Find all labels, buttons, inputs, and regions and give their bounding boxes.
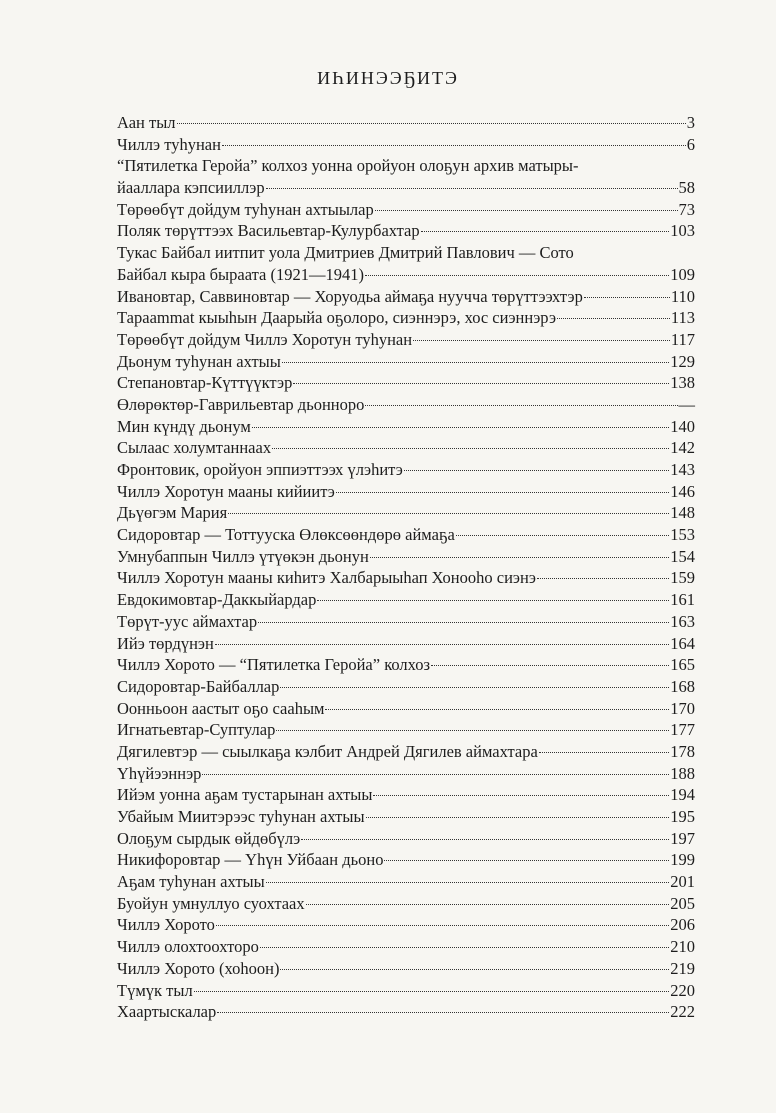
toc-entry-title: Аҕам туһунан ахтыы [117,872,265,892]
dot-leader [373,795,669,796]
dot-leader [375,210,678,211]
toc-page-number: 170 [670,698,695,718]
toc-entry [117,351,695,373]
dot-leader [404,470,669,471]
toc-page-number: 159 [670,568,695,588]
toc-entry [117,199,695,221]
toc-entry-title: Чиллэ туһунан [117,134,221,154]
toc-entry-title: Дьонум туһунан ахтыы [117,351,281,371]
dot-leader [260,947,669,948]
dot-leader [202,774,669,775]
toc-page-number: 165 [670,655,695,675]
toc-entry-title: Дягилевтэр — сыылкаҕа кэлбит Андрей Дягилев аймахтара [117,741,538,761]
dot-leader [222,145,686,146]
toc-entry-title: йааллара кэпсииллэр [117,178,265,198]
dot-leader [280,969,669,970]
toc-page-number: 205 [670,893,695,913]
toc-entry-title: Чиллэ Хоротун мааны кийиитэ [117,481,335,501]
toc-page-number: 178 [670,741,695,761]
toc-page-number: 210 [670,937,695,957]
toc-page-number: 220 [670,980,695,1000]
toc-entry [117,958,695,980]
toc-entry-title: Сылаас холумтаннаах [117,438,272,458]
toc-entry [117,936,695,958]
toc-entry-title: Умнубаппын Чиллэ үтүөкэн дьонун [117,546,369,566]
dot-leader [384,860,669,861]
dot-leader [413,340,670,341]
dot-leader [306,904,670,905]
page-title: ИҺИНЭЭҔИТЭ [317,68,459,88]
toc-page-number: 197 [670,828,695,848]
toc-entry [117,654,695,676]
dot-leader [365,405,677,406]
toc-entry [117,394,695,416]
toc-page-number: 163 [670,611,695,631]
toc-entry-title: Түмүк тыл [117,980,193,1000]
toc-entry [117,763,695,785]
dot-leader [557,318,670,319]
toc-page-number: 201 [670,872,695,892]
toc-entry-title: Чиллэ Хоротун мааны киһитэ Халбарыыһап Хонооһо сиэнэ [117,568,536,588]
toc-entry-title: Үһүйээннэр [117,763,202,783]
toc-entry [117,112,695,134]
toc-entry-title: Никифоровтар — Үһүн Уйбаан дьоно [117,850,384,870]
toc-entry-title: Фронтовик, оройуон эппиэттээх үлэһитэ [117,460,403,479]
dot-leader [217,1012,669,1013]
toc-page-number: 140 [670,416,695,436]
toc-entry [117,849,695,871]
toc-entry [117,741,695,763]
toc-page-number: 206 [670,915,695,935]
toc-entry [117,286,695,308]
dot-leader [421,231,670,232]
toc-entry [117,611,695,633]
toc-entry-title: Чиллэ олохтоохторо [117,937,259,957]
dot-leader [258,622,669,623]
dot-leader [282,362,669,363]
toc-page-number: 188 [670,763,695,783]
toc-entry-title: “Пятилетка Геройа” колхоз уонна оройуон олоҕун архив матыры- [117,156,579,176]
toc-entry-title: Мин күндү дьонум [117,416,251,436]
toc-page-number: 117 [670,329,695,349]
dot-leader [325,709,669,710]
toc-entry-title: Төрөөбүт дойдум Чиллэ Хоротун туһунан [117,329,413,349]
toc-entry [117,828,695,850]
toc-entry-title: Байбал кыра быраата (1921—1941) [117,264,364,284]
toc-page-number: — [678,394,695,414]
toc-entry [117,589,695,611]
toc-entry [117,806,695,828]
toc-entry-title: Евдокимовтар-Даккыйардар [117,590,317,610]
toc-page-number: 6 [686,134,695,154]
dot-leader [301,839,669,840]
toc-entry-title: Ийэм уонна аҕам тустарынан ахтыы [117,785,373,805]
toc-entry [117,546,695,568]
toc-page-number: 129 [670,351,695,371]
toc-entry-title: Олоҕум сырдык өйдөбүлэ [117,828,301,848]
dot-leader [365,275,669,276]
toc-entry-title: Тукас Байбал иитпит уола Дмитриев Дмитрий Павлович — Сото [117,243,574,263]
toc-entry [117,459,695,481]
dot-leader [584,297,670,298]
dot-leader [370,557,669,558]
dot-leader [177,123,686,124]
toc-entry [117,416,695,438]
dot-leader [431,665,669,666]
toc-entry-title: Игнатьевтар-Суптулар [117,720,276,740]
toc-page-number: 177 [670,720,695,740]
toc-entry-title: Буойун умнуллуо суохтаах [117,893,305,913]
toc-entry-title: Сидоровтар — Тоттууска Өлөксөөндөрө аймаҕа [117,525,455,545]
dot-leader [216,925,669,926]
toc-entry-title: Хаартыскалар [117,1002,217,1022]
table-of-contents [117,112,695,1023]
dot-leader [228,513,669,514]
toc-entry [117,567,695,589]
toc-entry-title: Оонньоон аастыт оҕо сааһым [117,698,325,718]
dot-leader [252,427,669,428]
toc-page-number: 161 [670,590,695,610]
toc-entry [117,220,695,242]
toc-page-number: 103 [670,221,695,241]
toc-page-number: 113 [670,308,695,328]
toc-entry [117,719,695,741]
toc-entry-title: Өлөрөктөр-Гаврильевтар дьонноро [117,394,365,414]
toc-entry-title: Төрүт-уус аймахтар [117,611,258,631]
toc-entry [117,437,695,459]
toc-page-number: 146 [670,481,695,501]
dot-leader [266,188,678,189]
toc-entry-title: Ивановтар, Саввиновтар — Хоруодьа аймаҕа нуучча төрүттээхтэр [117,286,583,306]
toc-entry [117,914,695,936]
dot-leader [537,578,669,579]
toc-entry-title: Убайым Миитэрээс туһунан ахтыы [117,807,365,826]
dot-leader [317,600,669,601]
toc-page-number: 199 [670,850,695,870]
dot-leader [266,882,670,883]
toc-entry [117,633,695,655]
toc-entry-continued [117,155,695,177]
toc-entry-title: Чиллэ Хорото [117,915,215,935]
toc-entry-title: Чиллэ Хорото — “Пятилетка Геройа” колхоз [117,655,431,675]
toc-entry-title: Поляк төрүттээх Васильевтар-Кулурбахтар [117,221,420,241]
toc-page-number: 138 [670,373,695,393]
toc-page-number: 73 [678,199,695,219]
toc-entry [117,372,695,394]
toc-entry-title: Тараammat кыыһын Даарыйа оҕолоро, сиэннэрэ, хос сиэннэрэ [117,308,557,328]
toc-page-number: 219 [670,958,695,978]
dot-leader [280,687,669,688]
toc-entry-title: Аан тыл [117,113,176,132]
dot-leader [293,383,669,384]
toc-entry-title: Төрөөбүт дойдум туһунан ахтыылар [117,199,374,219]
toc-entry [117,698,695,720]
toc-entry [117,871,695,893]
toc-entry [117,329,695,351]
toc-entry [117,980,695,1002]
toc-entry-title: Степановтар-Күттүүктэр [117,373,293,393]
toc-entry [117,784,695,806]
toc-page-number: 195 [670,807,695,826]
dot-leader [539,752,669,753]
dot-leader [215,644,669,645]
toc-entry-title: Чиллэ Хорото (хоһоон) [117,958,280,978]
toc-page-number: 143 [670,460,695,479]
toc-page-number: 194 [670,785,695,805]
dot-leader [366,817,670,818]
toc-entry [117,1001,695,1023]
toc-entry-title: Сидоровтар-Байбаллар [117,676,280,696]
dot-leader [456,535,669,536]
toc-entry [117,893,695,915]
toc-entry [117,676,695,698]
toc-page-number: 110 [670,286,695,306]
dot-leader [276,730,669,731]
toc-page-number: 109 [670,264,695,284]
toc-page-number: 58 [678,178,695,198]
toc-entry [117,481,695,503]
toc-entry [117,264,695,286]
toc-page-number: 168 [670,676,695,696]
toc-page-number: 3 [686,113,695,132]
dot-leader [272,448,669,449]
toc-entry [117,502,695,524]
toc-entry [117,134,695,156]
toc-entry [117,307,695,329]
toc-entry-continued [117,242,695,264]
toc-entry [117,177,695,199]
toc-page-number: 153 [670,525,695,545]
dot-leader [194,991,670,992]
toc-page-number: 148 [670,503,695,523]
toc-entry-title: Дьүөгэм Мария [117,503,228,523]
toc-page-number: 154 [670,546,695,566]
toc-entry [117,524,695,546]
toc-page-number: 164 [670,633,695,653]
dot-leader [336,492,669,493]
toc-page-number: 222 [670,1002,695,1022]
toc-page-number: 142 [670,438,695,458]
toc-entry-title: Ийэ төрдүнэн [117,633,214,653]
